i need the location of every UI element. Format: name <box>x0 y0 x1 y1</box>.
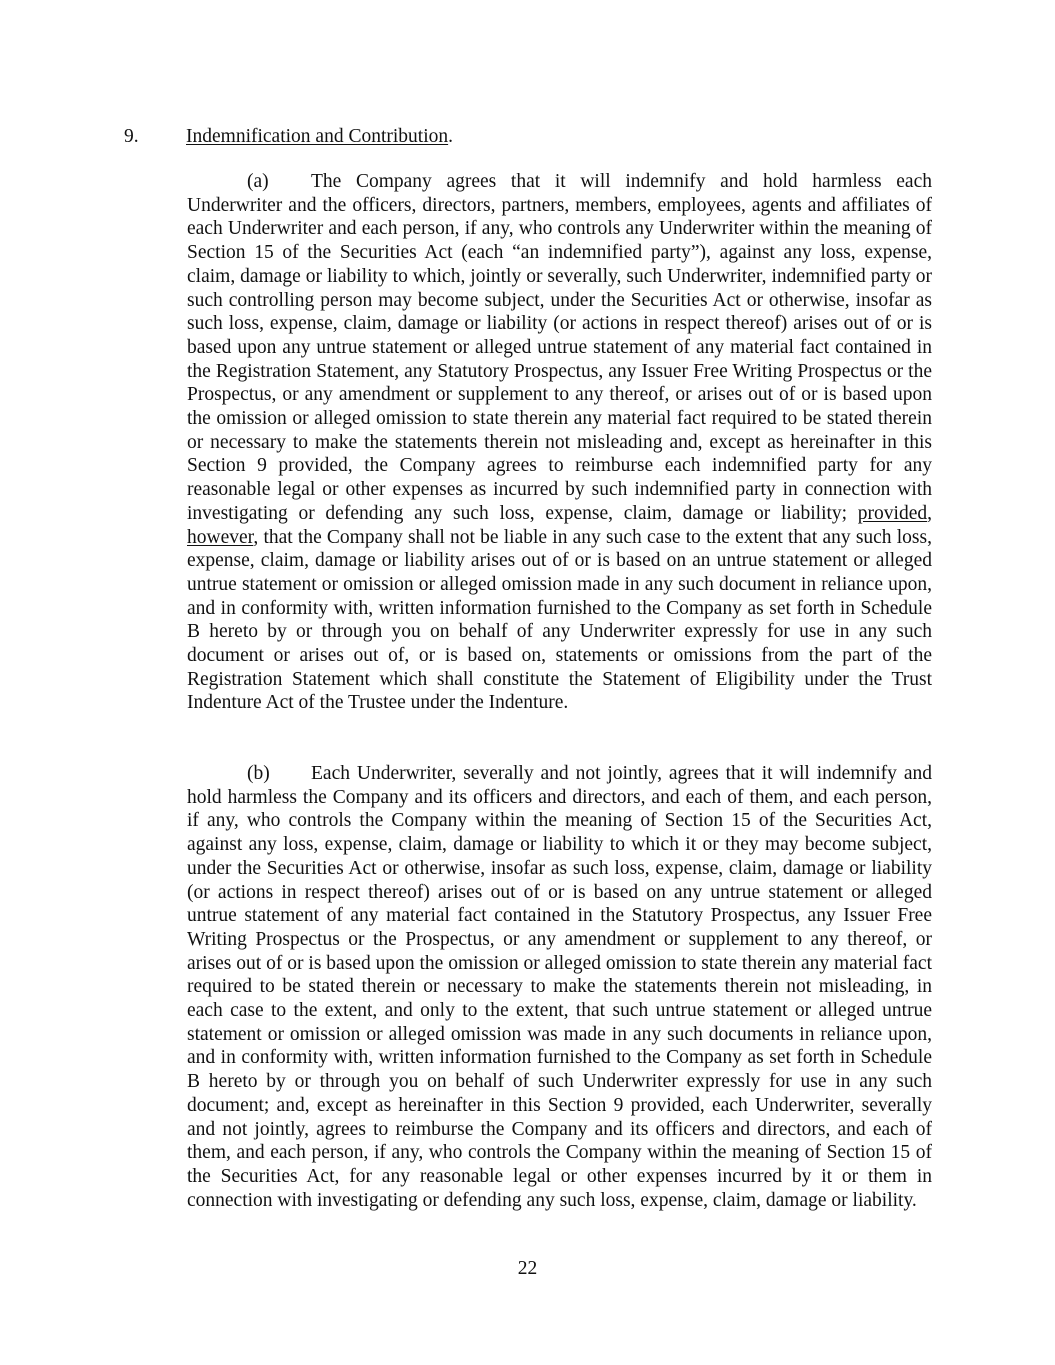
section-heading <box>124 125 453 149</box>
paragraph-b-text: Each Underwriter, severally and not jointly, agrees that it will indemnify and hold harmless the Company and its officers and directors, and each of them, and each person, if any, who controls the Company within the meaning of Section 15 of the Securities Act, against any loss, expense, claim, damage or liability to which it or they may become subject, under the Securities Act or otherwise, insofar as such loss, expense, claim, damage or liability (or actions in respect thereof) arises out of or is based on any untrue statement or alleged untrue statement of any material fact contained in the Statutory Prospectus, any Issuer Free Writing Prospectus or the Prospectus, or any amendment or supplement to any thereof, or arises out of or is based upon the omission or alleged omission to state therein any material fact required to be stated therein or necessary to make the statements therein not misleading, in each case to the extent, and only to the extent, that such untrue statement or alleged untrue statement or omission or alleged omission was made in any such documents in reliance upon, and in conformity with, written information furnished to the Company as set forth in Schedule B hereto by or through you on behalf of such Underwriter expressly for use in any such document; and, except as hereinafter in this Section 9 provided, each Underwriter, severally and not jointly, agrees to reimburse the Company and its officers and directors, and each of them, and each person, if any, who controls the Company within the meaning of Section 15 of the Securities Act, for any reasonable legal or other expenses incurred by it or them in connection with investigating or defending any such loss, expense, claim, damage or liability. <box>187 763 932 1211</box>
section-title: Indemnification and Contribution <box>186 126 449 147</box>
provided-term: provided <box>857 502 928 524</box>
section-number: 9. <box>124 126 139 147</box>
paragraph-b-label: (b) <box>247 763 270 784</box>
however-term: however <box>187 526 254 548</box>
paragraph-a-text-2: , that the Company shall not be liable in any such case to the extent that any such loss, expense, claim, damage or liability arises out of or is based on an untrue statement or alleged untrue statement or omission or alleged omission made in any such document in reliance upon, and in conformity with, written information furnished to the Company as set forth in Schedule B hereto by or through you on behalf of any Underwriter expressly for use in any such document or arises out of, or is based on, statements or omissions from the part of the Registration Statement which shall constitute the Statement of Eligibility under the Trust Indenture Act of the Trustee under the Indenture. <box>187 526 932 714</box>
paragraph-a-label: (a) <box>247 171 269 192</box>
paragraph-a <box>187 170 932 715</box>
page-number: 22 <box>517 1258 538 1279</box>
section-title-period: . <box>448 126 453 147</box>
provided-comma: , <box>927 502 932 524</box>
paragraph-a-text-1: The Company agrees that it will indemnify and hold harmless each Underwriter and the officers, directors, partners, members, employees, agents and affiliates of each Underwriter and each person, if any, who controls any Underwriter within the meaning of Section 15 of the Securities Act (each “an indemnified party”), against any loss, expense, claim, damage or liability to which, jointly or severally, such Underwriter, indemnified party or such controlling person may become subject, under the Securities Act or otherwise, insofar as such loss, expense, claim, damage or liability (or actions in respect thereof) arises out of or is based upon any untrue statement or alleged untrue statement of any material fact contained in the Registration Statement, any Statutory Prospectus, any Issuer Free Writing Prospectus or the Prospectus, or any amendment or supplement to any thereof, or arises out of or is based upon the omission or alleged omission to state therein any material fact required to be stated therein or necessary to make the statements therein not misleading and, except as hereinafter in this Section 9 provided, the Company agrees to reimburse each indemnified party for any reasonable legal or other expenses as incurred by such indemnified party in connection with investigating or defending any such loss, expense, claim, damage or liability; <box>187 171 932 524</box>
paragraph-b <box>187 762 932 1212</box>
